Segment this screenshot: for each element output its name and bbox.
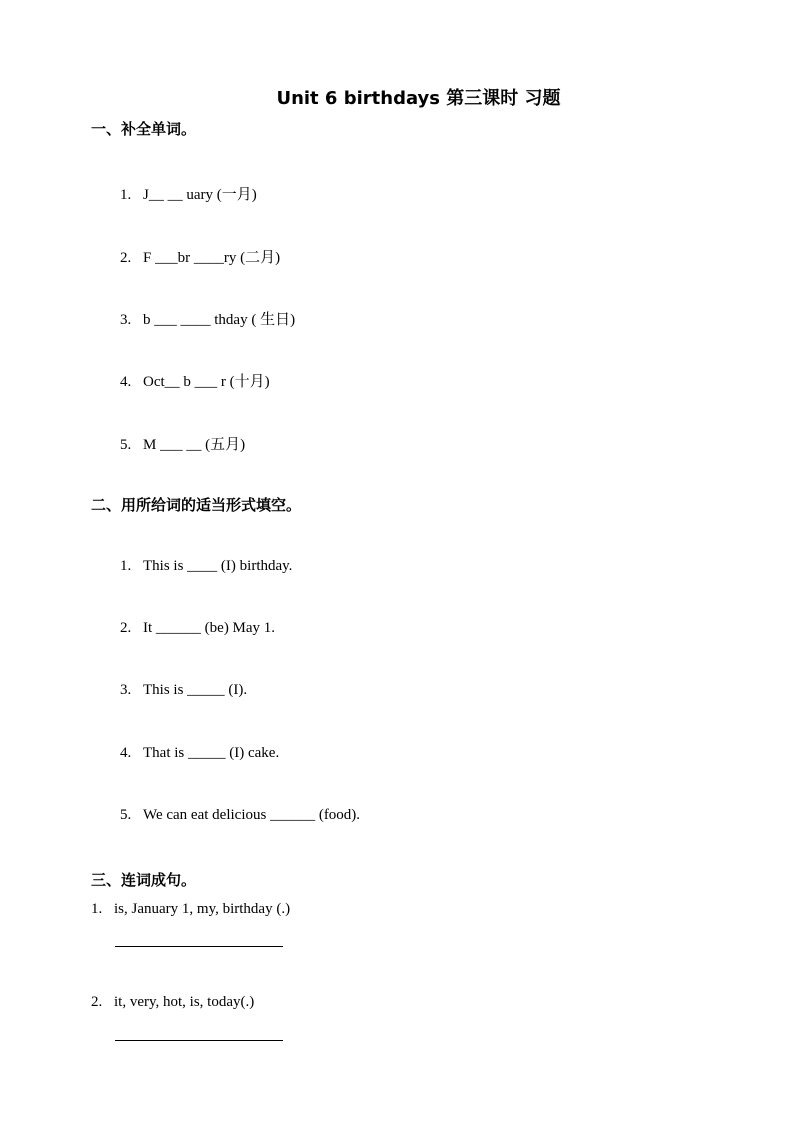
list-item bbox=[120, 183, 257, 204]
item-text: J__ __ uary (一月) bbox=[143, 187, 257, 203]
item-text: This is ____ (I) birthday. bbox=[143, 558, 293, 574]
item-text: Oct__ b ___ r (十月) bbox=[143, 374, 270, 390]
item-number: 1. bbox=[120, 558, 132, 574]
item-text: b ___ ____ thday ( 生日) bbox=[143, 312, 296, 328]
list-item bbox=[120, 620, 275, 637]
section-heading-complete-words: 一、补全单词。 bbox=[91, 120, 197, 138]
item-number: 5. bbox=[120, 437, 132, 453]
item-number: 1. bbox=[91, 901, 103, 917]
page-title: Unit 6 birthdays 第三课时 习题 bbox=[276, 88, 561, 109]
list-item bbox=[120, 807, 360, 824]
item-text: It ______ (be) May 1. bbox=[143, 620, 276, 636]
item-text: it, very, hot, is, today(.) bbox=[114, 994, 255, 1010]
item-text: That is _____ (I) cake. bbox=[143, 745, 280, 761]
item-number: 3. bbox=[120, 682, 132, 698]
item-number: 2. bbox=[120, 620, 132, 636]
section-heading-build-sentences: 三、连词成句。 bbox=[91, 871, 197, 889]
item-number: 5. bbox=[120, 807, 132, 823]
item-number: 2. bbox=[120, 250, 132, 266]
list-item bbox=[120, 558, 292, 575]
item-text: M ___ __ (五月) bbox=[143, 437, 246, 453]
section-heading-fill-blanks: 二、用所给词的适当形式填空。 bbox=[91, 496, 302, 514]
item-text: is, January 1, my, birthday (.) bbox=[114, 901, 291, 917]
list-item bbox=[120, 246, 280, 267]
list-item bbox=[120, 682, 247, 699]
list-item bbox=[91, 994, 254, 1011]
item-number: 4. bbox=[120, 374, 132, 390]
list-item bbox=[120, 433, 245, 454]
answer-line[interactable] bbox=[115, 946, 283, 947]
item-text: We can eat delicious ______ (food). bbox=[143, 807, 361, 823]
item-number: 2. bbox=[91, 994, 103, 1010]
item-number: 1. bbox=[120, 187, 132, 203]
list-item bbox=[120, 370, 270, 391]
item-text: F ___br ____ry (二月) bbox=[143, 250, 281, 266]
item-text: This is _____ (I). bbox=[143, 682, 248, 698]
list-item bbox=[120, 745, 279, 762]
answer-line[interactable] bbox=[115, 1040, 283, 1041]
list-item bbox=[120, 308, 295, 329]
item-number: 4. bbox=[120, 745, 132, 761]
item-number: 3. bbox=[120, 312, 132, 328]
list-item bbox=[91, 901, 290, 918]
